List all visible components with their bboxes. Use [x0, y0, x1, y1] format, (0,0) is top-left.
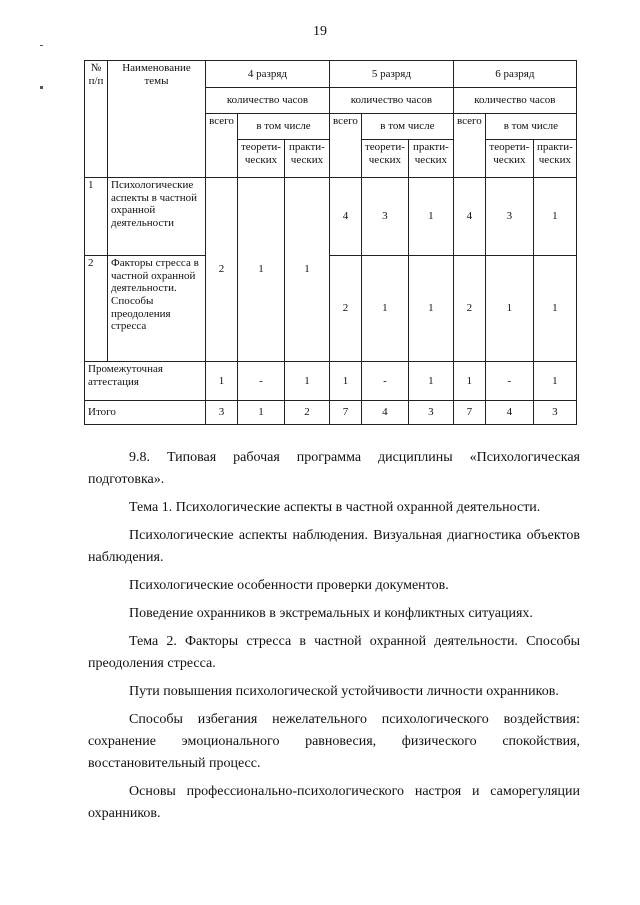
row-num: 2 — [85, 256, 108, 362]
hours-table — [84, 60, 577, 425]
header-theory: теорети-ческих — [361, 140, 408, 178]
g4-total: 1 — [206, 362, 238, 401]
header-num: № п/п — [85, 61, 108, 178]
g6-total: 4 — [453, 178, 485, 256]
header-practice: практи-ческих — [408, 140, 453, 178]
g5-theory: - — [361, 362, 408, 401]
g6-practice: 1 — [533, 362, 576, 401]
g6-theory: 1 — [485, 256, 533, 362]
header-grade-5: 5 разряд — [329, 61, 453, 88]
header-including: в том числе — [361, 114, 453, 140]
scan-mark — [40, 45, 43, 46]
g6-theory: 3 — [485, 178, 533, 256]
header-hours: количество часов — [453, 88, 576, 114]
g4-theory: 1 — [238, 178, 285, 362]
row-topic-name: Факторы стресса в частной охранной деятельности. Способы преодоления стресса — [108, 256, 206, 362]
header-theory: теорети-ческих — [238, 140, 285, 178]
paragraph: Поведение охранников в экстремальных и конфликтных ситуациях. — [129, 606, 533, 621]
g6-practice: 3 — [533, 401, 576, 425]
paragraph: Пути повышения психологической устойчивости личности охранников. — [129, 684, 559, 699]
g4-practice: 2 — [284, 401, 329, 425]
g4-theory: - — [238, 362, 285, 401]
g6-theory: 4 — [485, 401, 533, 425]
paragraph: Психологические аспекты наблюдения. Визуальная диагностика объектов наблюдения. — [88, 528, 580, 565]
g6-total: 1 — [453, 362, 485, 401]
header-hours: количество часов — [329, 88, 453, 114]
header-including: в том числе — [485, 114, 576, 140]
topic-2-title: Тема 2. Факторы стресса в частной охранной деятельности. Способы преодоления стресса. — [88, 634, 580, 671]
header-topic-name: Наименование темы — [108, 61, 206, 178]
header-total: всего — [206, 114, 238, 178]
topic-1-title: Тема 1. Психологические аспекты в частной охранной деятельности. — [129, 500, 541, 515]
page-number: 19 — [313, 24, 327, 39]
attestation-label: Промежуточная аттестация — [85, 362, 206, 401]
header-total: всего — [453, 114, 485, 178]
header-grade-6: 6 разряд — [453, 61, 576, 88]
g5-theory: 4 — [361, 401, 408, 425]
scan-mark — [40, 86, 43, 89]
g6-practice: 1 — [533, 178, 576, 256]
table-row — [85, 178, 577, 256]
table-row-totals — [85, 401, 577, 425]
g4-total: 3 — [206, 401, 238, 425]
header-hours: количество часов — [206, 88, 330, 114]
header-including: в том числе — [238, 114, 330, 140]
row-num: 1 — [85, 178, 108, 256]
header-grade-4: 4 разряд — [206, 61, 330, 88]
g6-practice: 1 — [533, 256, 576, 362]
g6-total: 7 — [453, 401, 485, 425]
totals-label: Итого — [85, 401, 206, 425]
paragraph: Психологические особенности проверки документов. — [129, 578, 449, 593]
g4-total: 2 — [206, 178, 238, 362]
program-text — [88, 447, 580, 831]
paragraph: Способы избегания нежелательного психологического воздействия: сохранение эмоционального равновесия, физического спокойствия, восстановительный процесс. — [88, 712, 580, 771]
g5-theory: 3 — [361, 178, 408, 256]
g5-total: 4 — [329, 178, 361, 256]
table-row-attestation — [85, 362, 577, 401]
g5-total: 7 — [329, 401, 361, 425]
g5-theory: 1 — [361, 256, 408, 362]
header-practice: практи-ческих — [533, 140, 576, 178]
header-theory: теорети-ческих — [485, 140, 533, 178]
paragraph: Основы профессионально-психологического настроя и саморегуляции охранников. — [88, 784, 580, 821]
table-row — [85, 256, 577, 362]
g6-theory: - — [485, 362, 533, 401]
g5-practice: 1 — [408, 256, 453, 362]
row-topic-name: Психологические аспекты в частной охранной деятельности — [108, 178, 206, 256]
header-practice: практи-ческих — [284, 140, 329, 178]
g5-total: 2 — [329, 256, 361, 362]
g5-practice: 1 — [408, 178, 453, 256]
g4-theory: 1 — [238, 401, 285, 425]
g5-practice: 1 — [408, 362, 453, 401]
section-heading: 9.8. Типовая рабочая программа дисциплины «Психологическая подготовка». — [88, 450, 580, 487]
g4-practice: 1 — [284, 178, 329, 362]
g5-practice: 3 — [408, 401, 453, 425]
header-total: всего — [329, 114, 361, 178]
g6-total: 2 — [453, 256, 485, 362]
g4-practice: 1 — [284, 362, 329, 401]
g5-total: 1 — [329, 362, 361, 401]
